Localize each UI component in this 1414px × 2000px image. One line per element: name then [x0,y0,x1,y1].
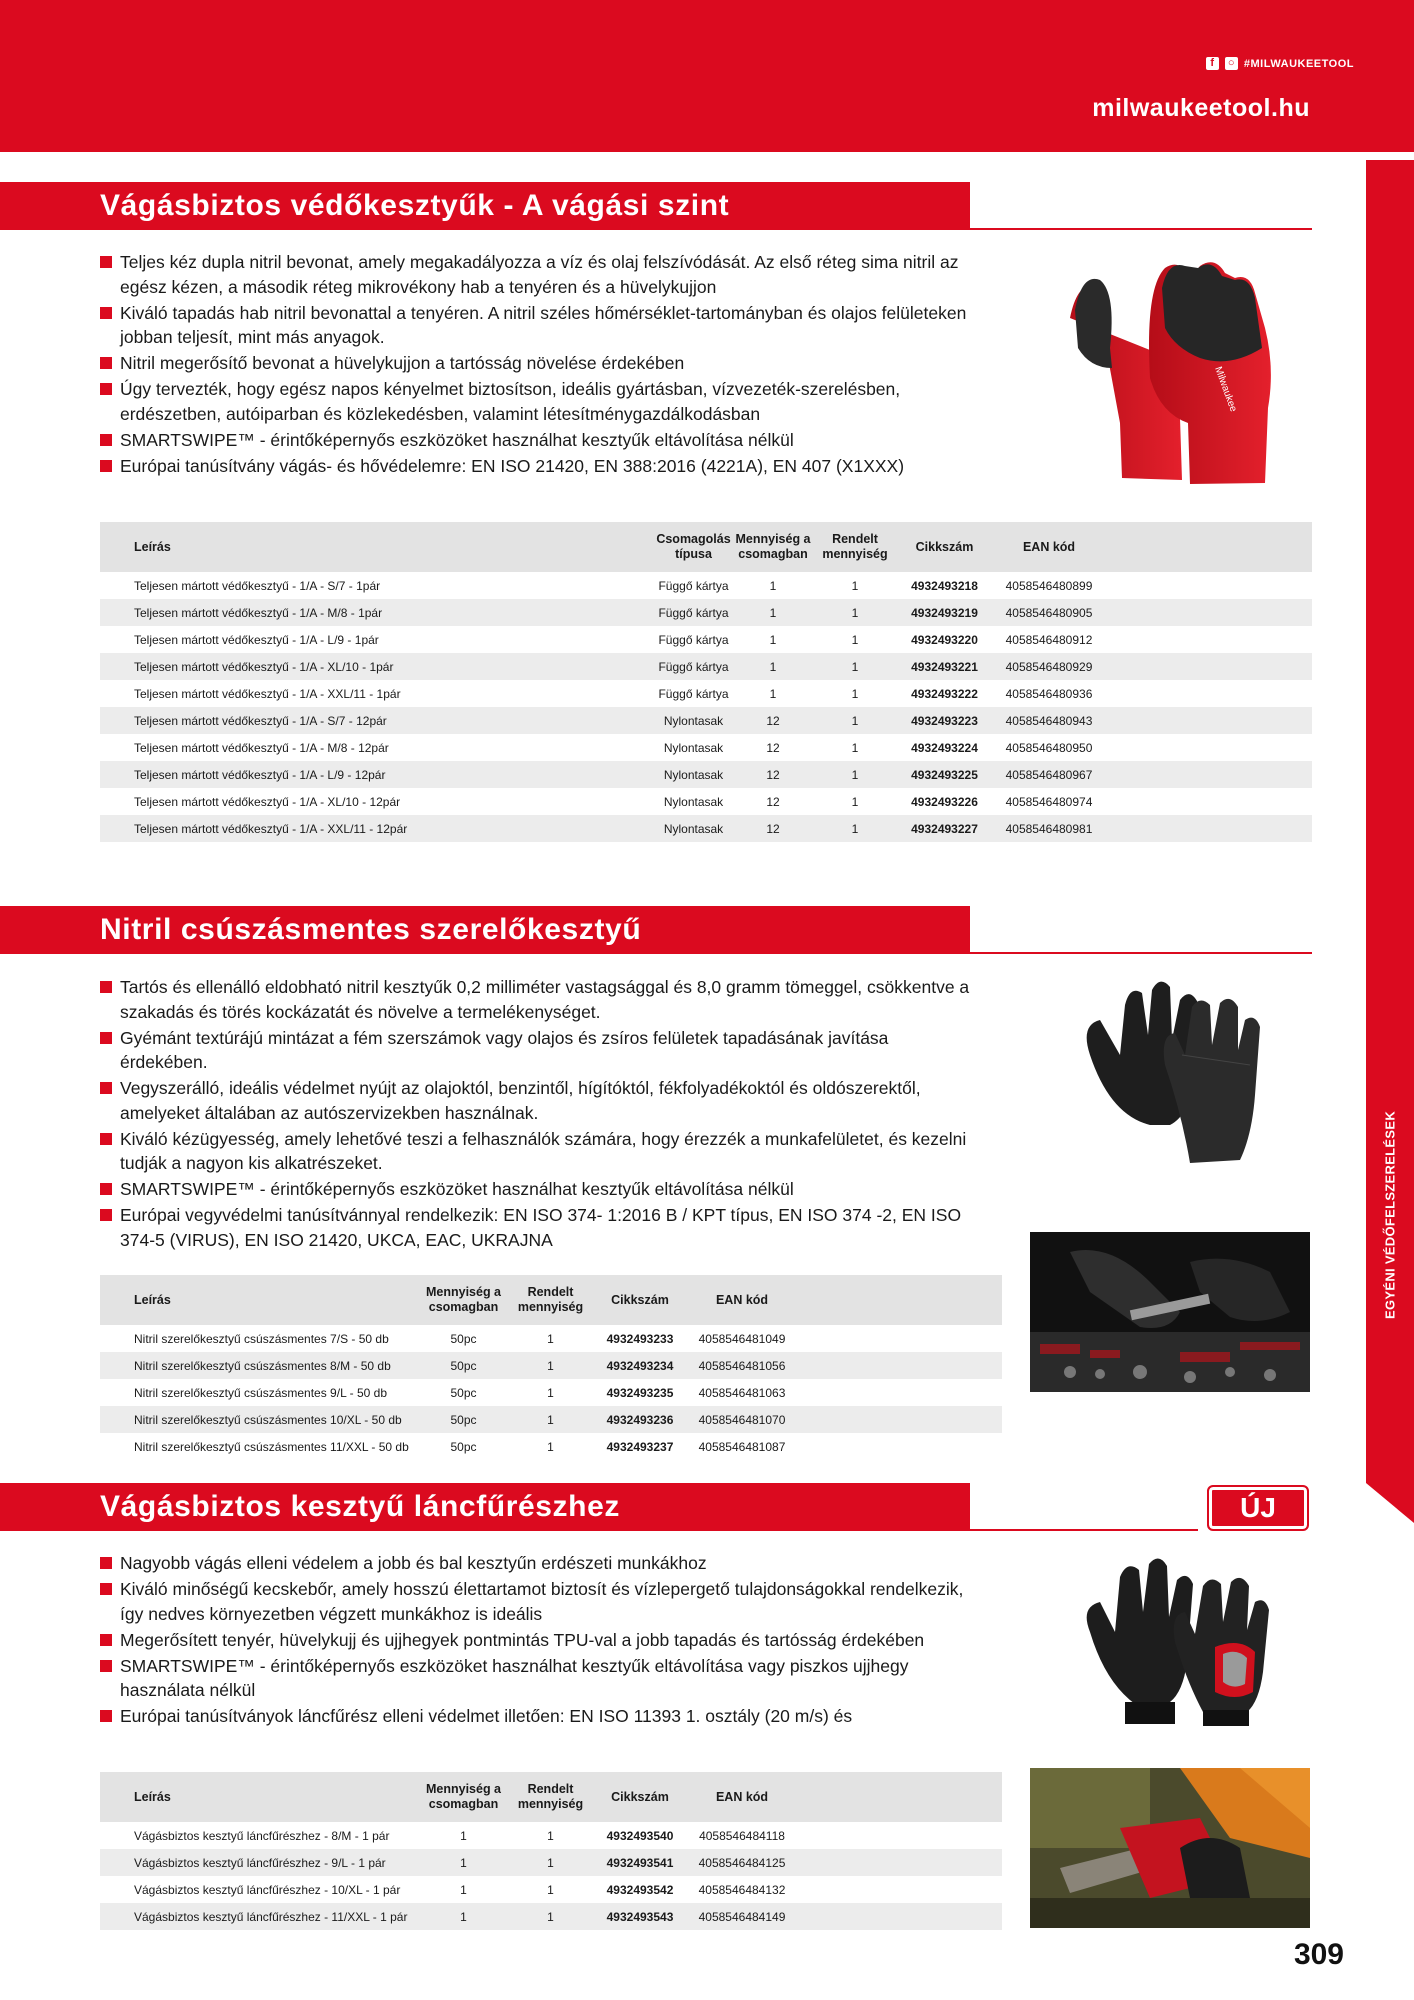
table-cell: 4932493541 [594,1849,686,1876]
table-cell: 4932493233 [594,1325,686,1352]
red-glove-image [1050,248,1290,488]
table-cell: 1 [814,707,896,734]
facebook-icon[interactable]: f [1206,57,1219,70]
table-row [100,1325,1002,1352]
table-cell: 4058546480936 [993,680,1105,707]
table-cell: 4932493219 [896,599,993,626]
table-cell: 4058546480974 [993,788,1105,815]
table-row [100,761,1312,788]
feature-item: Nagyobb vágás elleni védelem a jobb és bal kesztyűn erdészeti munkákhoz [100,1551,980,1576]
table-cell: 1 [732,572,814,599]
table-cell: 4058546484132 [686,1876,798,1903]
table-row [100,1822,1002,1849]
table-cell: 4058546480929 [993,653,1105,680]
table-cell: Vágásbiztos kesztyű láncfűrészhez - 9/L - 1 pár [100,1849,420,1876]
table-cell: 4058546480912 [993,626,1105,653]
table-cell: Teljesen mártott védőkesztyű - 1/A - XXL/11 - 12pár [100,815,655,842]
table-cell-spacer [1105,734,1312,761]
feature-item: Teljes kéz dupla nitril bevonat, amely megakadályozza a víz és olaj felszívódását. Az első réteg sima nitril az egész kézen, a második réteg mikrovékony hab a tenyéren és a hüvelykujjon [100,250,980,299]
glove-illustration-icon [1050,248,1290,488]
column-header: Cikkszám [896,522,993,572]
table-cell: 1 [420,1849,507,1876]
product-table [100,522,1312,842]
table-cell: Nitril szerelőkesztyű csúszásmentes 9/L - 50 db [100,1379,420,1406]
table-cell: Nitril szerelőkesztyű csúszásmentes 8/M - 50 db [100,1352,420,1379]
feature-list [100,975,980,1254]
column-header: Leírás [100,522,655,572]
table-cell-spacer [1105,761,1312,788]
table-cell: 4932493540 [594,1822,686,1849]
table-cell-spacer [1105,707,1312,734]
table-cell: Függő kártya [655,572,732,599]
column-header-spacer [1105,522,1312,572]
table-row [100,1849,1002,1876]
table-cell: Nitril szerelőkesztyű csúszásmentes 7/S - 50 db [100,1325,420,1352]
column-header: Rendelt mennyiség [814,522,896,572]
feature-item: Kiváló kézügyesség, amely lehetővé teszi a felhasználók számára, hogy érezzék a munkafelületet, és kezelni tudják a nagyon kis alkatrészeket. [100,1127,980,1176]
table-cell: 12 [732,788,814,815]
table-cell: 4932493236 [594,1406,686,1433]
feature-item: SMARTSWIPE™ - érintőképernyős eszközöket használhat kesztyűk eltávolítása nélkül [100,428,980,453]
side-tab-label: EGYÉNI VÉDŐFELSZERELÉSEK [1382,1110,1398,1320]
table-cell: 1 [814,788,896,815]
section-title: Vágásbiztos kesztyű láncfűrészhez [0,1483,970,1531]
table-cell: Nylontasak [655,788,732,815]
mechanic-hands-icon [1030,1232,1310,1392]
table-body [100,1325,1002,1460]
column-header: Leírás [100,1275,420,1325]
feature-item: Kiváló minőségű kecskebőr, amely hosszú élettartamot biztosít és vízlepergető tulajdonságokkal rendelkezik, így nedves környezetben végzett munkákhoz is ideális [100,1577,980,1626]
chainsaw-work-icon [1030,1768,1310,1928]
table-cell: 50pc [420,1406,507,1433]
column-header: Mennyiség a csomagban [420,1275,507,1325]
table-row [100,1352,1002,1379]
table-row [100,572,1312,599]
table-cell-spacer [798,1849,1002,1876]
table-cell: 50pc [420,1325,507,1352]
table-row [100,707,1312,734]
section-title: Vágásbiztos védőkesztyűk - A vágási szint [0,182,970,230]
table-cell: 1 [420,1876,507,1903]
feature-item: Tartós és ellenálló eldobható nitril kesztyűk 0,2 milliméter vastagsággal és 8,0 gramm tömeggel, csökkentve a szakadás és törés kockázatát és növelve a termelékenységet. [100,975,980,1024]
product-table [100,1772,1002,1930]
website-link[interactable]: milwaukeetool.hu [1092,94,1310,122]
table-cell: 1 [732,653,814,680]
table-cell: 4932493235 [594,1379,686,1406]
column-header: EAN kód [686,1275,798,1325]
table-cell: 1 [814,626,896,653]
table-cell: 4932493223 [896,707,993,734]
social-links [1206,57,1354,70]
table-cell-spacer [1105,788,1312,815]
table-cell-spacer [1105,680,1312,707]
table-cell: 1 [420,1822,507,1849]
table-cell: Teljesen mártott védőkesztyű - 1/A - XL/10 - 1pár [100,653,655,680]
table-cell: 1 [420,1903,507,1930]
feature-item: Úgy tervezték, hogy egész napos kényelmet biztosítson, ideális gyártásban, vízvezeték-szerelésben, erdészetben, autóiparban és közlekedésben, valamint létesítménygazdálkodásban [100,377,980,426]
table-cell: Teljesen mártott védőkesztyű - 1/A - L/9 - 1pár [100,626,655,653]
feature-item: Európai tanúsítvány vágás- és hővédelemre: EN ISO 21420, EN 388:2016 (4221A), EN 407 (X1XXX) [100,454,980,479]
table-cell: 4058546481070 [686,1406,798,1433]
table-cell: 1 [814,815,896,842]
table-cell: 4058546480981 [993,815,1105,842]
table-cell: 4932493220 [896,626,993,653]
table-cell: 4058546480967 [993,761,1105,788]
feature-item: Európai tanúsítványok láncfűrész elleni védelmet illetően: EN ISO 11393 1. osztály (20 m/s) és [100,1704,980,1729]
table-row [100,1433,1002,1460]
table-cell: Vágásbiztos kesztyű láncfűrészhez - 8/M - 1 pár [100,1822,420,1849]
column-header: Mennyiség a csomagban [732,522,814,572]
table-cell: 4932493234 [594,1352,686,1379]
table-cell: Függő kártya [655,626,732,653]
table-row [100,1876,1002,1903]
table-row [100,734,1312,761]
table-cell-spacer [798,1352,1002,1379]
table-cell: 4058546481087 [686,1433,798,1460]
table-row [100,599,1312,626]
table-cell: 12 [732,761,814,788]
table-cell: 4058546481063 [686,1379,798,1406]
feature-list [100,1551,980,1730]
table-cell: 4058546484125 [686,1849,798,1876]
table-cell: Teljesen mártott védőkesztyű - 1/A - L/9 - 12pár [100,761,655,788]
section-rule [970,228,1312,230]
column-header-spacer [798,1772,1002,1822]
table-cell: 1 [814,599,896,626]
table-cell: 4932493237 [594,1433,686,1460]
table-cell: Nylontasak [655,734,732,761]
table-cell: Vágásbiztos kesztyű láncfűrészhez - 11/XXL - 1 pár [100,1903,420,1930]
table-body [100,572,1312,842]
table-cell: 1 [507,1379,594,1406]
page-number: 309 [1293,1938,1344,1971]
mechanic-photo [1030,1232,1310,1392]
table-cell: Nitril szerelőkesztyű csúszásmentes 11/XXL - 50 db [100,1433,420,1460]
table-cell: 12 [732,734,814,761]
table-cell: 1 [732,599,814,626]
side-tab-tip [1366,1483,1414,1523]
column-header: Csomagolás típusa [655,522,732,572]
column-header: EAN kód [993,522,1105,572]
table-cell-spacer [1105,572,1312,599]
table-cell: 1 [507,1849,594,1876]
table-row [100,788,1312,815]
table-cell: 4932493226 [896,788,993,815]
column-header: Cikkszám [594,1772,686,1822]
table-cell: 1 [507,1903,594,1930]
table-cell: 50pc [420,1433,507,1460]
table-cell: Vágásbiztos kesztyű láncfűrészhez - 10/XL - 1 pár [100,1876,420,1903]
table-cell: 4058546481049 [686,1325,798,1352]
black-nitril-glove-image [1070,975,1270,1165]
table-row [100,815,1312,842]
table-cell: 4058546480905 [993,599,1105,626]
table-cell-spacer [798,1325,1002,1352]
table-cell: 4932493542 [594,1876,686,1903]
feature-item: SMARTSWIPE™ - érintőképernyős eszközöket használhat kesztyűk eltávolítása nélkül [100,1177,980,1202]
glove-illustration-icon [1070,975,1270,1165]
table-cell-spacer [798,1433,1002,1460]
table-row [100,680,1312,707]
table-cell: 4932493227 [896,815,993,842]
table-cell: Nylontasak [655,761,732,788]
table-cell: Teljesen mártott védőkesztyű - 1/A - S/7 - 12pár [100,707,655,734]
new-badge: ÚJ [1207,1485,1309,1531]
table-cell: 1 [814,761,896,788]
table-body [100,1822,1002,1930]
column-header: Leírás [100,1772,420,1822]
feature-item: Megerősített tenyér, hüvelykujj és ujjhegyek pontmintás TPU-val a jobb tapadás és tartósság érdekében [100,1628,980,1653]
feature-list [100,250,980,480]
table-cell: 50pc [420,1379,507,1406]
table-cell: Nitril szerelőkesztyű csúszásmentes 10/XL - 50 db [100,1406,420,1433]
chainsaw-glove-image [1075,1552,1275,1727]
table-cell-spacer [1105,599,1312,626]
table-cell: Teljesen mártott védőkesztyű - 1/A - S/7 - 1pár [100,572,655,599]
column-header: Rendelt mennyiség [507,1772,594,1822]
table-cell: Nylontasak [655,707,732,734]
table-cell: 4058546480943 [993,707,1105,734]
table-row [100,1379,1002,1406]
table-cell: 4932493221 [896,653,993,680]
table-cell: 4058546480950 [993,734,1105,761]
column-header-spacer [798,1275,1002,1325]
product-table [100,1275,1002,1460]
table-cell-spacer [798,1822,1002,1849]
table-cell: Teljesen mártott védőkesztyű - 1/A - XL/10 - 12pár [100,788,655,815]
table-cell: 1 [814,680,896,707]
table-cell: 12 [732,815,814,842]
table-cell-spacer [798,1406,1002,1433]
table-cell: 4932493222 [896,680,993,707]
table-cell: 1 [814,572,896,599]
column-header: Mennyiség a csomagban [420,1772,507,1822]
feature-item: Kiváló tapadás hab nitril bevonattal a tenyéren. A nitril széles hőmérséklet-tartományban és olajos felületeken jobban teljesít, mint más anyagok. [100,301,980,350]
table-row [100,1406,1002,1433]
table-row [100,1903,1002,1930]
table-cell-spacer [1105,815,1312,842]
feature-item: Nitril megerősítő bevonat a hüvelykujjon a tartósság növelése érdekében [100,351,980,376]
table-cell: Nylontasak [655,815,732,842]
hashtag: #MILWAUKEETOOL [1243,57,1354,70]
table-cell: 4932493218 [896,572,993,599]
table-cell: Függő kártya [655,653,732,680]
table-cell: Teljesen mártott védőkesztyű - 1/A - XXL/11 - 1pár [100,680,655,707]
table-cell: 4058546484118 [686,1822,798,1849]
column-header: Cikkszám [594,1275,686,1325]
table-cell: 12 [732,707,814,734]
table-cell: Függő kártya [655,599,732,626]
chainsaw-photo [1030,1768,1310,1928]
table-cell-spacer [798,1903,1002,1930]
table-cell: 1 [507,1876,594,1903]
feature-item: Európai vegyvédelmi tanúsítvánnyal rendelkezik: EN ISO 374- 1:2016 B / KPT típus, EN ISO 374 -2, EN ISO 374-5 (VIRUS), EN ISO 21420, UKCA, EAC, UKRAJNA [100,1203,980,1252]
header-bar [0,0,1414,152]
instagram-icon[interactable]: ○ [1225,57,1238,70]
table-cell: 1 [507,1325,594,1352]
table-cell-spacer [798,1876,1002,1903]
table-cell: 1 [814,653,896,680]
section-title: Nitril csúszásmentes szerelőkesztyű [0,906,970,954]
table-cell: 1 [732,680,814,707]
table-cell: 1 [507,1352,594,1379]
feature-item: Gyémánt textúrájú mintázat a fém szerszámok vagy olajos és zsíros felületek tapadásának javítása érdekében. [100,1026,980,1075]
table-cell: Teljesen mártott védőkesztyű - 1/A - M/8 - 1pár [100,599,655,626]
column-header: Rendelt mennyiség [507,1275,594,1325]
table-cell-spacer [1105,626,1312,653]
table-row [100,626,1312,653]
table-cell: 4932493225 [896,761,993,788]
table-cell: Függő kártya [655,680,732,707]
table-cell: 1 [814,734,896,761]
table-cell: 1 [732,626,814,653]
table-cell-spacer [1105,653,1312,680]
table-cell: 4058546484149 [686,1903,798,1930]
svg-text:Milwaukee: Milwaukee [1212,365,1239,414]
table-cell-spacer [798,1379,1002,1406]
table-cell: 4058546480899 [993,572,1105,599]
column-header: EAN kód [686,1772,798,1822]
section-rule [970,952,1312,954]
feature-item: Vegyszerálló, ideális védelmet nyújt az olajoktól, benzintől, hígítóktól, fékfolyadékoktól és oldószerektől, amelyeket általában az autószervizekben használnak. [100,1076,980,1125]
table-cell: 1 [507,1406,594,1433]
table-cell: 4932493224 [896,734,993,761]
table-row [100,653,1312,680]
table-cell: 1 [507,1822,594,1849]
table-cell: 50pc [420,1352,507,1379]
table-cell: Teljesen mártott védőkesztyű - 1/A - M/8 - 12pár [100,734,655,761]
section-rule [970,1529,1198,1531]
table-cell: 4058546481056 [686,1352,798,1379]
glove-illustration-icon [1075,1552,1275,1727]
feature-item: SMARTSWIPE™ - érintőképernyős eszközöket használhat kesztyűk eltávolítása vagy piszkos ujjhegy használata nélkül [100,1654,980,1703]
table-cell: 1 [507,1433,594,1460]
table-cell: 4932493543 [594,1903,686,1930]
